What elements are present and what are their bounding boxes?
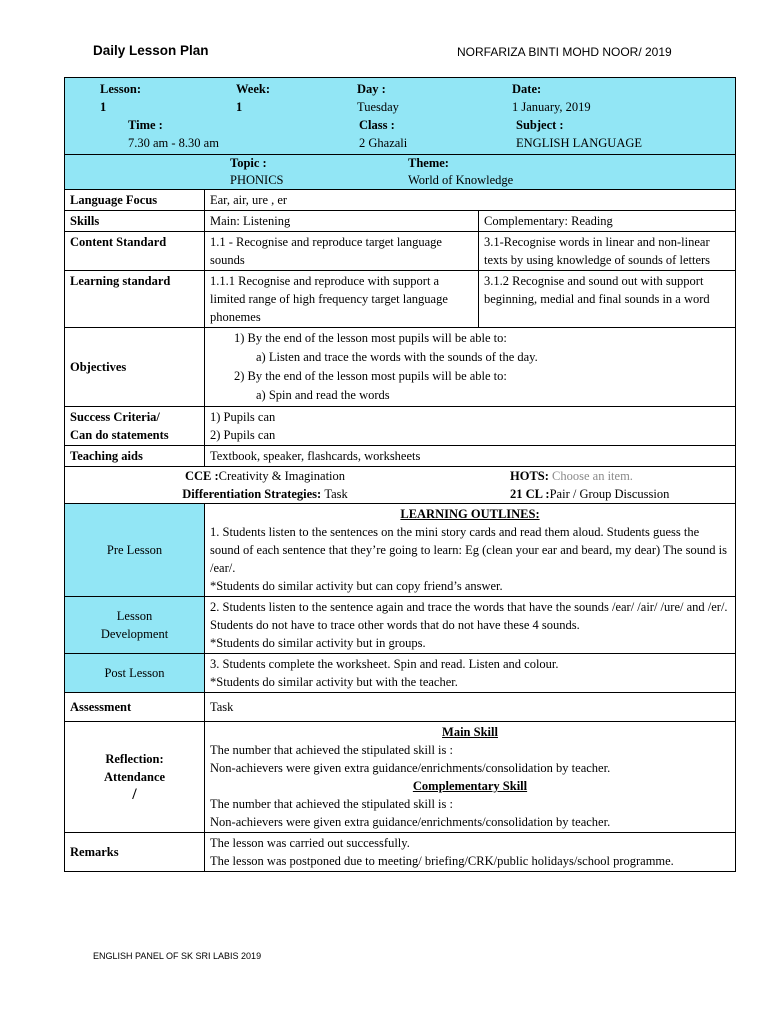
lesson-label: Lesson: bbox=[100, 82, 141, 96]
theme-label: Theme: bbox=[408, 156, 449, 170]
day-label: Day : bbox=[357, 82, 386, 96]
time-value: 7.30 am - 8.30 am bbox=[128, 136, 219, 150]
pre-lesson-label: Pre Lesson bbox=[65, 504, 205, 597]
theme-value: World of Knowledge bbox=[408, 173, 514, 187]
class-value: 2 Ghazali bbox=[359, 136, 408, 150]
content-standard-complementary: 3.1-Recognise words in linear and non-linear texts by using knowledge of sounds of letters bbox=[479, 232, 736, 271]
main-skill-non-achievers: Non-achievers were given extra guidance/enrichments/consolidation by teacher. bbox=[210, 761, 611, 775]
teaching-aids-row bbox=[65, 446, 736, 467]
language-focus-row bbox=[65, 190, 736, 211]
cce-value: Creativity & Imagination bbox=[218, 469, 346, 483]
lesson-development-label: Lesson Development bbox=[65, 597, 205, 654]
day-value: Tuesday bbox=[357, 100, 399, 114]
doc-title: Daily Lesson Plan bbox=[93, 43, 209, 58]
remarks-postponed: The lesson was postponed due to meeting/ briefing/CRK/public holidays/school programme. bbox=[210, 854, 674, 868]
topic-label: Topic : bbox=[230, 156, 267, 170]
post-lesson-row bbox=[65, 654, 736, 693]
learning-standard-row bbox=[65, 271, 736, 328]
complementary-skill-title: Complementary Skill bbox=[412, 779, 528, 793]
remarks-success: The lesson was carried out successfully. bbox=[210, 836, 410, 850]
attendance-value: / bbox=[132, 786, 137, 803]
differentiation-value: Task bbox=[324, 487, 348, 501]
post-lesson-label: Post Lesson bbox=[65, 654, 205, 693]
remarks-label: Remarks bbox=[65, 833, 205, 872]
date-label: Date: bbox=[512, 82, 542, 96]
objective-1a: a) Listen and trace the words with the sounds of the day. bbox=[256, 350, 538, 364]
main-skill-achieved: The number that achieved the stipulated skill is : bbox=[210, 743, 453, 757]
objective-1: 1) By the end of the lesson most pupils will be able to: bbox=[234, 331, 507, 345]
lesson-development-activity: 2. Students listen to the sentence again and trace the words that have the sounds /ear/ /air/ /ure/ and /er/. Students do not have to trace other words that do not have these 4 sounds. bbox=[210, 600, 728, 632]
language-focus-label: Language Focus bbox=[65, 190, 205, 211]
success-criteria-2: 2) Pupils can bbox=[210, 428, 276, 442]
objectives-row bbox=[65, 328, 736, 407]
complementary-skill-non-achievers: Non-achievers were given extra guidance/enrichments/consolidation by teacher. bbox=[210, 815, 611, 829]
cce-row bbox=[65, 467, 736, 504]
skills-main: Main: Listening bbox=[205, 211, 479, 232]
learning-standard-complementary: 3.1.2 Recognise and sound out with support beginning, medial and final sounds in a word bbox=[479, 271, 736, 328]
success-criteria-label: Success Criteria/ bbox=[70, 410, 160, 424]
content-standard-main: 1.1 - Recognise and reproduce target language sounds bbox=[205, 232, 479, 271]
date-value: 1 January, 2019 bbox=[512, 100, 591, 114]
remarks-row bbox=[65, 833, 736, 872]
language-focus-value: Ear, air, ure , er bbox=[205, 190, 736, 211]
success-criteria-row bbox=[65, 407, 736, 446]
lesson-plan-table bbox=[64, 77, 736, 872]
topic-row bbox=[65, 155, 736, 190]
content-standard-label: Content Standard bbox=[65, 232, 205, 271]
pre-lesson-differentiation: *Students do similar activity but can copy friend’s answer. bbox=[210, 579, 503, 593]
week-label: Week: bbox=[236, 82, 271, 96]
subject-label: Subject : bbox=[516, 118, 564, 132]
success-criteria-1: 1) Pupils can bbox=[210, 410, 276, 424]
pre-lesson-row bbox=[65, 504, 736, 597]
week-value: 1 bbox=[236, 100, 243, 114]
complementary-skill-achieved: The number that achieved the stipulated skill is : bbox=[210, 797, 453, 811]
learning-outlines-title: LEARNING OUTLINES: bbox=[400, 507, 540, 521]
can-do-label: Can do statements bbox=[70, 428, 169, 442]
skills-row bbox=[65, 211, 736, 232]
assessment-value: Task bbox=[205, 693, 736, 722]
lesson-value: 1 bbox=[100, 100, 107, 114]
post-lesson-differentiation: *Students do similar activity but with the teacher. bbox=[210, 675, 458, 689]
reflection-label: Reflection: bbox=[105, 752, 164, 766]
pre-lesson-activity: 1. Students listen to the sentences on the mini story cards and read them aloud. Students guess the sound of each sentence that they’re going to learn: Eg (clean your ear and beard, my dear) The sound is /ear/. bbox=[210, 525, 727, 575]
skills-label: Skills bbox=[65, 211, 205, 232]
lesson-development-differentiation: *Students do similar activity but in groups. bbox=[210, 636, 426, 650]
attendance-label: Attendance bbox=[103, 770, 166, 784]
hots-dropdown[interactable]: Choose an item. bbox=[552, 469, 633, 483]
teacher-name: NORFARIZA BINTI MOHD NOOR/ 2019 bbox=[457, 45, 672, 59]
cl-label: 21 CL : bbox=[510, 487, 550, 501]
objective-2: 2) By the end of the lesson most pupils will be able to: bbox=[234, 369, 507, 383]
main-skill-title: Main Skill bbox=[442, 725, 498, 739]
assessment-row bbox=[65, 693, 736, 722]
objectives-label: Objectives bbox=[65, 328, 205, 407]
post-lesson-activity: 3. Students complete the worksheet. Spin and read. Listen and colour. bbox=[210, 657, 559, 671]
skills-complementary: Complementary: Reading bbox=[479, 211, 736, 232]
assessment-label: Assessment bbox=[65, 693, 205, 722]
content-standard-row bbox=[65, 232, 736, 271]
header-info-row bbox=[65, 78, 736, 155]
time-label: Time : bbox=[128, 118, 163, 132]
class-label: Class : bbox=[359, 118, 395, 132]
differentiation-label: Differentiation Strategies: bbox=[182, 487, 322, 501]
footer-text: ENGLISH PANEL OF SK SRI LABIS 2019 bbox=[93, 951, 262, 961]
cl-value: Pair / Group Discussion bbox=[549, 487, 670, 501]
teaching-aids-label: Teaching aids bbox=[65, 446, 205, 467]
subject-value: ENGLISH LANGUAGE bbox=[516, 136, 643, 150]
cce-label: CCE : bbox=[184, 469, 219, 483]
teaching-aids-value: Textbook, speaker, flashcards, worksheets bbox=[205, 446, 736, 467]
learning-standard-main: 1.1.1 Recognise and reproduce with support a limited range of high frequency target language phonemes bbox=[205, 271, 479, 328]
reflection-row bbox=[65, 722, 736, 833]
objective-2a: a) Spin and read the words bbox=[256, 388, 390, 402]
lesson-development-row bbox=[65, 597, 736, 654]
learning-standard-label: Learning standard bbox=[65, 271, 205, 328]
topic-value: PHONICS bbox=[230, 173, 284, 187]
hots-label: HOTS: bbox=[510, 469, 549, 483]
